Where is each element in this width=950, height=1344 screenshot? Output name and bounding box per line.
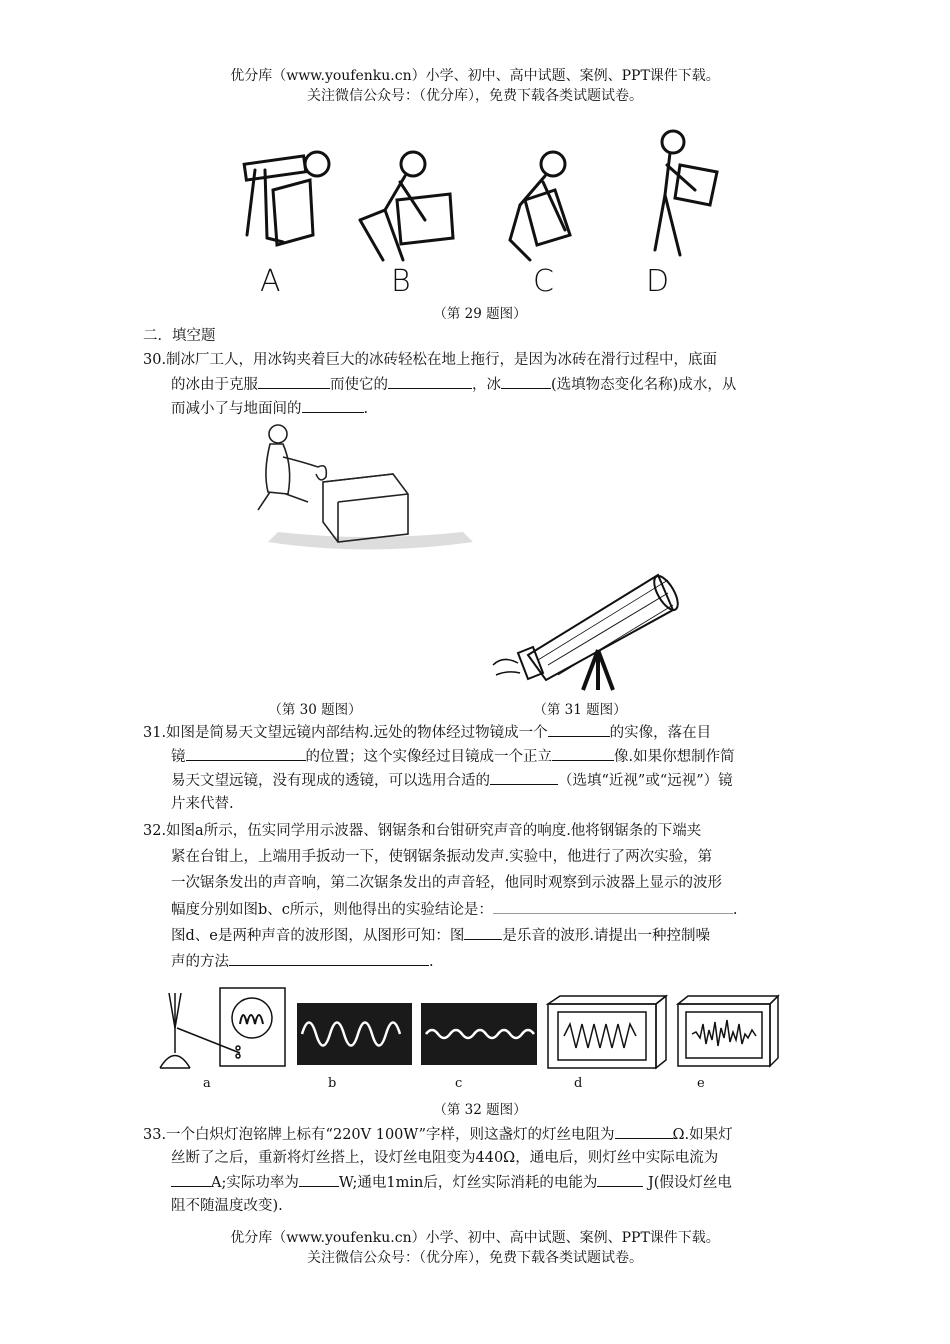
fig32-label-e: e bbox=[697, 1076, 705, 1091]
q31-blank-2[interactable] bbox=[186, 745, 306, 761]
q32-blank-2[interactable] bbox=[464, 924, 502, 940]
fig29-label-d: D bbox=[646, 264, 670, 299]
fig32c-wave-quiet bbox=[421, 1003, 537, 1065]
fig32b-wave-loud bbox=[297, 1003, 412, 1065]
figure-c-person bbox=[510, 152, 570, 260]
fig31-caption: （第 31 题图） bbox=[533, 702, 627, 718]
q30-blank-1[interactable] bbox=[258, 373, 330, 389]
section-heading: 二．填空题 bbox=[143, 328, 216, 344]
q32-blank-1[interactable] bbox=[493, 898, 733, 914]
fig32a-apparatus bbox=[155, 988, 290, 1073]
q31-blank-4[interactable] bbox=[490, 769, 558, 785]
q31-line-3: 易天文望远镜，没有现成的透镜，可以选用合适的 （选填“近视”或“远视”）镜 bbox=[143, 769, 841, 793]
q32-line-5: 图d、e是两种声音的波形图，从图形可知：图 是乐音的波形.请提出一种控制噪 bbox=[143, 924, 841, 948]
fig32-caption: （第 32 题图） bbox=[433, 1102, 527, 1118]
fig32e-wave-noise bbox=[676, 994, 781, 1068]
q31-blank-3[interactable] bbox=[552, 745, 614, 761]
q32-line-4: 幅度分别如图b、c所示，则他得出的实验结论是： . bbox=[143, 898, 841, 922]
fig32d-wave-music bbox=[546, 994, 668, 1070]
header-line-1: 优分库（www.youfenku.cn）小学、初中、高中试题、案例、PPT课件下载。 bbox=[230, 68, 720, 84]
figure-d-person bbox=[655, 131, 717, 255]
q33-line-1: 33.一个白炽灯泡铭牌上标有“220V 100W”字样，则这盏灯的灯丝电阻为 Ω.如果灯 bbox=[143, 1123, 813, 1147]
fig32-label-d: d bbox=[574, 1076, 583, 1091]
q33-blank-2[interactable] bbox=[171, 1171, 211, 1187]
q32-blank-3[interactable] bbox=[229, 950, 429, 966]
fig32-label-a: a bbox=[203, 1076, 211, 1091]
q32-line-2: 紧在台钳上，上端用手扳动一下，使钢锯条振动发声.实验中，他进行了两次实验，第 bbox=[171, 849, 713, 865]
fig29-label-b: B bbox=[391, 264, 411, 299]
q32-line-6: 声的方法 . bbox=[143, 950, 841, 974]
q33-line-3: A;实际功率为 W;通电1min后，灯丝实际消耗的电能为 J(假设灯丝电 bbox=[143, 1171, 841, 1195]
fig31-telescope bbox=[488, 555, 703, 695]
q31-blank-1[interactable] bbox=[548, 721, 610, 737]
q33-line-2: 丝断了之后，重新将灯丝搭上，设灯丝电阻变为440Ω，通电后，则灯丝中实际电流为 bbox=[171, 1150, 719, 1166]
q33-line-4: 阻不随温度改变). bbox=[171, 1198, 283, 1214]
q33-blank-4[interactable] bbox=[597, 1171, 643, 1187]
fig32-label-c: c bbox=[455, 1076, 463, 1091]
q31-line-4: 片来代替. bbox=[171, 796, 234, 812]
q30-line-1: 30.制冰厂工人，用冰钩夹着巨大的冰砖轻松在地上拖行，是因为冰砖在滑行过程中，底面 bbox=[143, 352, 718, 368]
figure-a-person bbox=[244, 152, 329, 245]
fig32-label-b: b bbox=[328, 1076, 337, 1091]
q32-line-1: 32.如图a所示，伍实同学用示波器、钢锯条和台钳研究声音的响度.他将钢锯条的下端夹 bbox=[143, 823, 702, 839]
q30-line-3: 而减小了与地面间的 . bbox=[143, 397, 841, 421]
footer-line-1: 优分库（www.youfenku.cn）小学、初中、高中试题、案例、PPT课件下载。 bbox=[230, 1230, 720, 1246]
footer-line-2: 关注微信公众号：（优分库），免费下载各类试题试卷。 bbox=[307, 1250, 643, 1266]
fig30-ice-worker bbox=[248, 422, 478, 557]
header-line-2: 关注微信公众号：（优分库），免费下载各类试题试卷。 bbox=[307, 88, 643, 104]
figure-b-person bbox=[360, 152, 453, 260]
q33-blank-1[interactable] bbox=[615, 1123, 673, 1139]
q33-blank-3[interactable] bbox=[299, 1171, 339, 1187]
q30-blank-3[interactable] bbox=[501, 373, 551, 389]
q31-line-1: 31.如图是简易天文望远镜内部结构.远处的物体经过物镜成一个 的实像，落在目 bbox=[143, 721, 813, 745]
q30-blank-4[interactable] bbox=[302, 397, 364, 413]
q32-line-3: 一次锯条发出的声音响，第二次锯条发出的声音轻，他同时观察到示波器上显示的波形 bbox=[171, 875, 722, 891]
fig29-label-a: A bbox=[260, 264, 281, 299]
q30-blank-2[interactable] bbox=[388, 373, 472, 389]
q31-line-2: 镜 的位置；这个实像经过目镜成一个正立 像.如果你想制作简 bbox=[143, 745, 841, 769]
q30-line-2: 的冰由于克服 而使它的 ，冰 (选填物态变化名称)成水，从 bbox=[143, 373, 841, 397]
fig29-caption: （第 29 题图） bbox=[433, 306, 527, 322]
fig29-label-c: C bbox=[533, 264, 554, 299]
fig30-caption: （第 30 题图） bbox=[268, 702, 362, 718]
